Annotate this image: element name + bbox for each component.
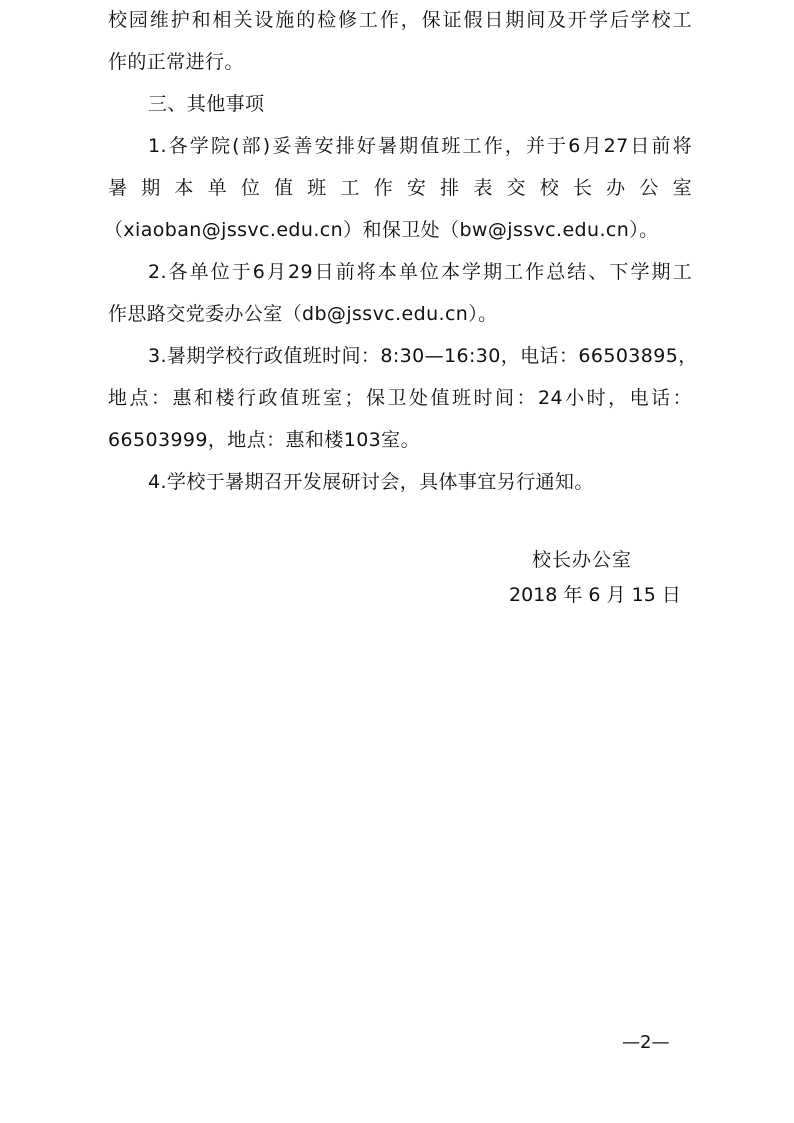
section-heading-other-matters: 三、其他事项: [148, 93, 265, 115]
item-3-line-2: 地点：惠和楼行政值班室；保卫处值班时间：24小时，电话：: [108, 387, 692, 409]
item-1-line-1: 1.各学院(部)妥善安排好暑期值班工作，并于6月27日前将: [148, 135, 692, 157]
paragraph-line-1: 校园维护和相关设施的检修工作，保证假日期间及开学后学校工: [108, 9, 692, 31]
item-4-line-1: 4.学校于暑期召开发展研讨会，具体事宜另行通知。: [148, 471, 594, 493]
item-3-line-3: 66503999，地点：惠和楼103室。: [108, 429, 420, 451]
signature-date: 2018 年 6 月 15 日: [509, 584, 681, 606]
paragraph-line-2: 作的正常进行。: [108, 51, 244, 73]
item-1-line-3: （xiaoban@jssvc.edu.cn）和保卫处（bw@jssvc.edu.cn）。: [104, 219, 659, 241]
item-2-line-2: 作思路交党委办公室（db@jssvc.edu.cn）。: [108, 303, 498, 325]
signature-office: 校长办公室: [532, 549, 633, 571]
item-2-line-1: 2.各单位于6月29日前将本单位本学期工作总结、下学期工: [148, 261, 692, 283]
item-3-line-1: 3.暑期学校行政值班时间：8:30—16:30，电话：66503895，: [148, 345, 698, 367]
item-1-line-2: 暑期本单位值班工作安排表交校长办公室: [108, 177, 692, 199]
page-number: —2—: [622, 1032, 670, 1053]
